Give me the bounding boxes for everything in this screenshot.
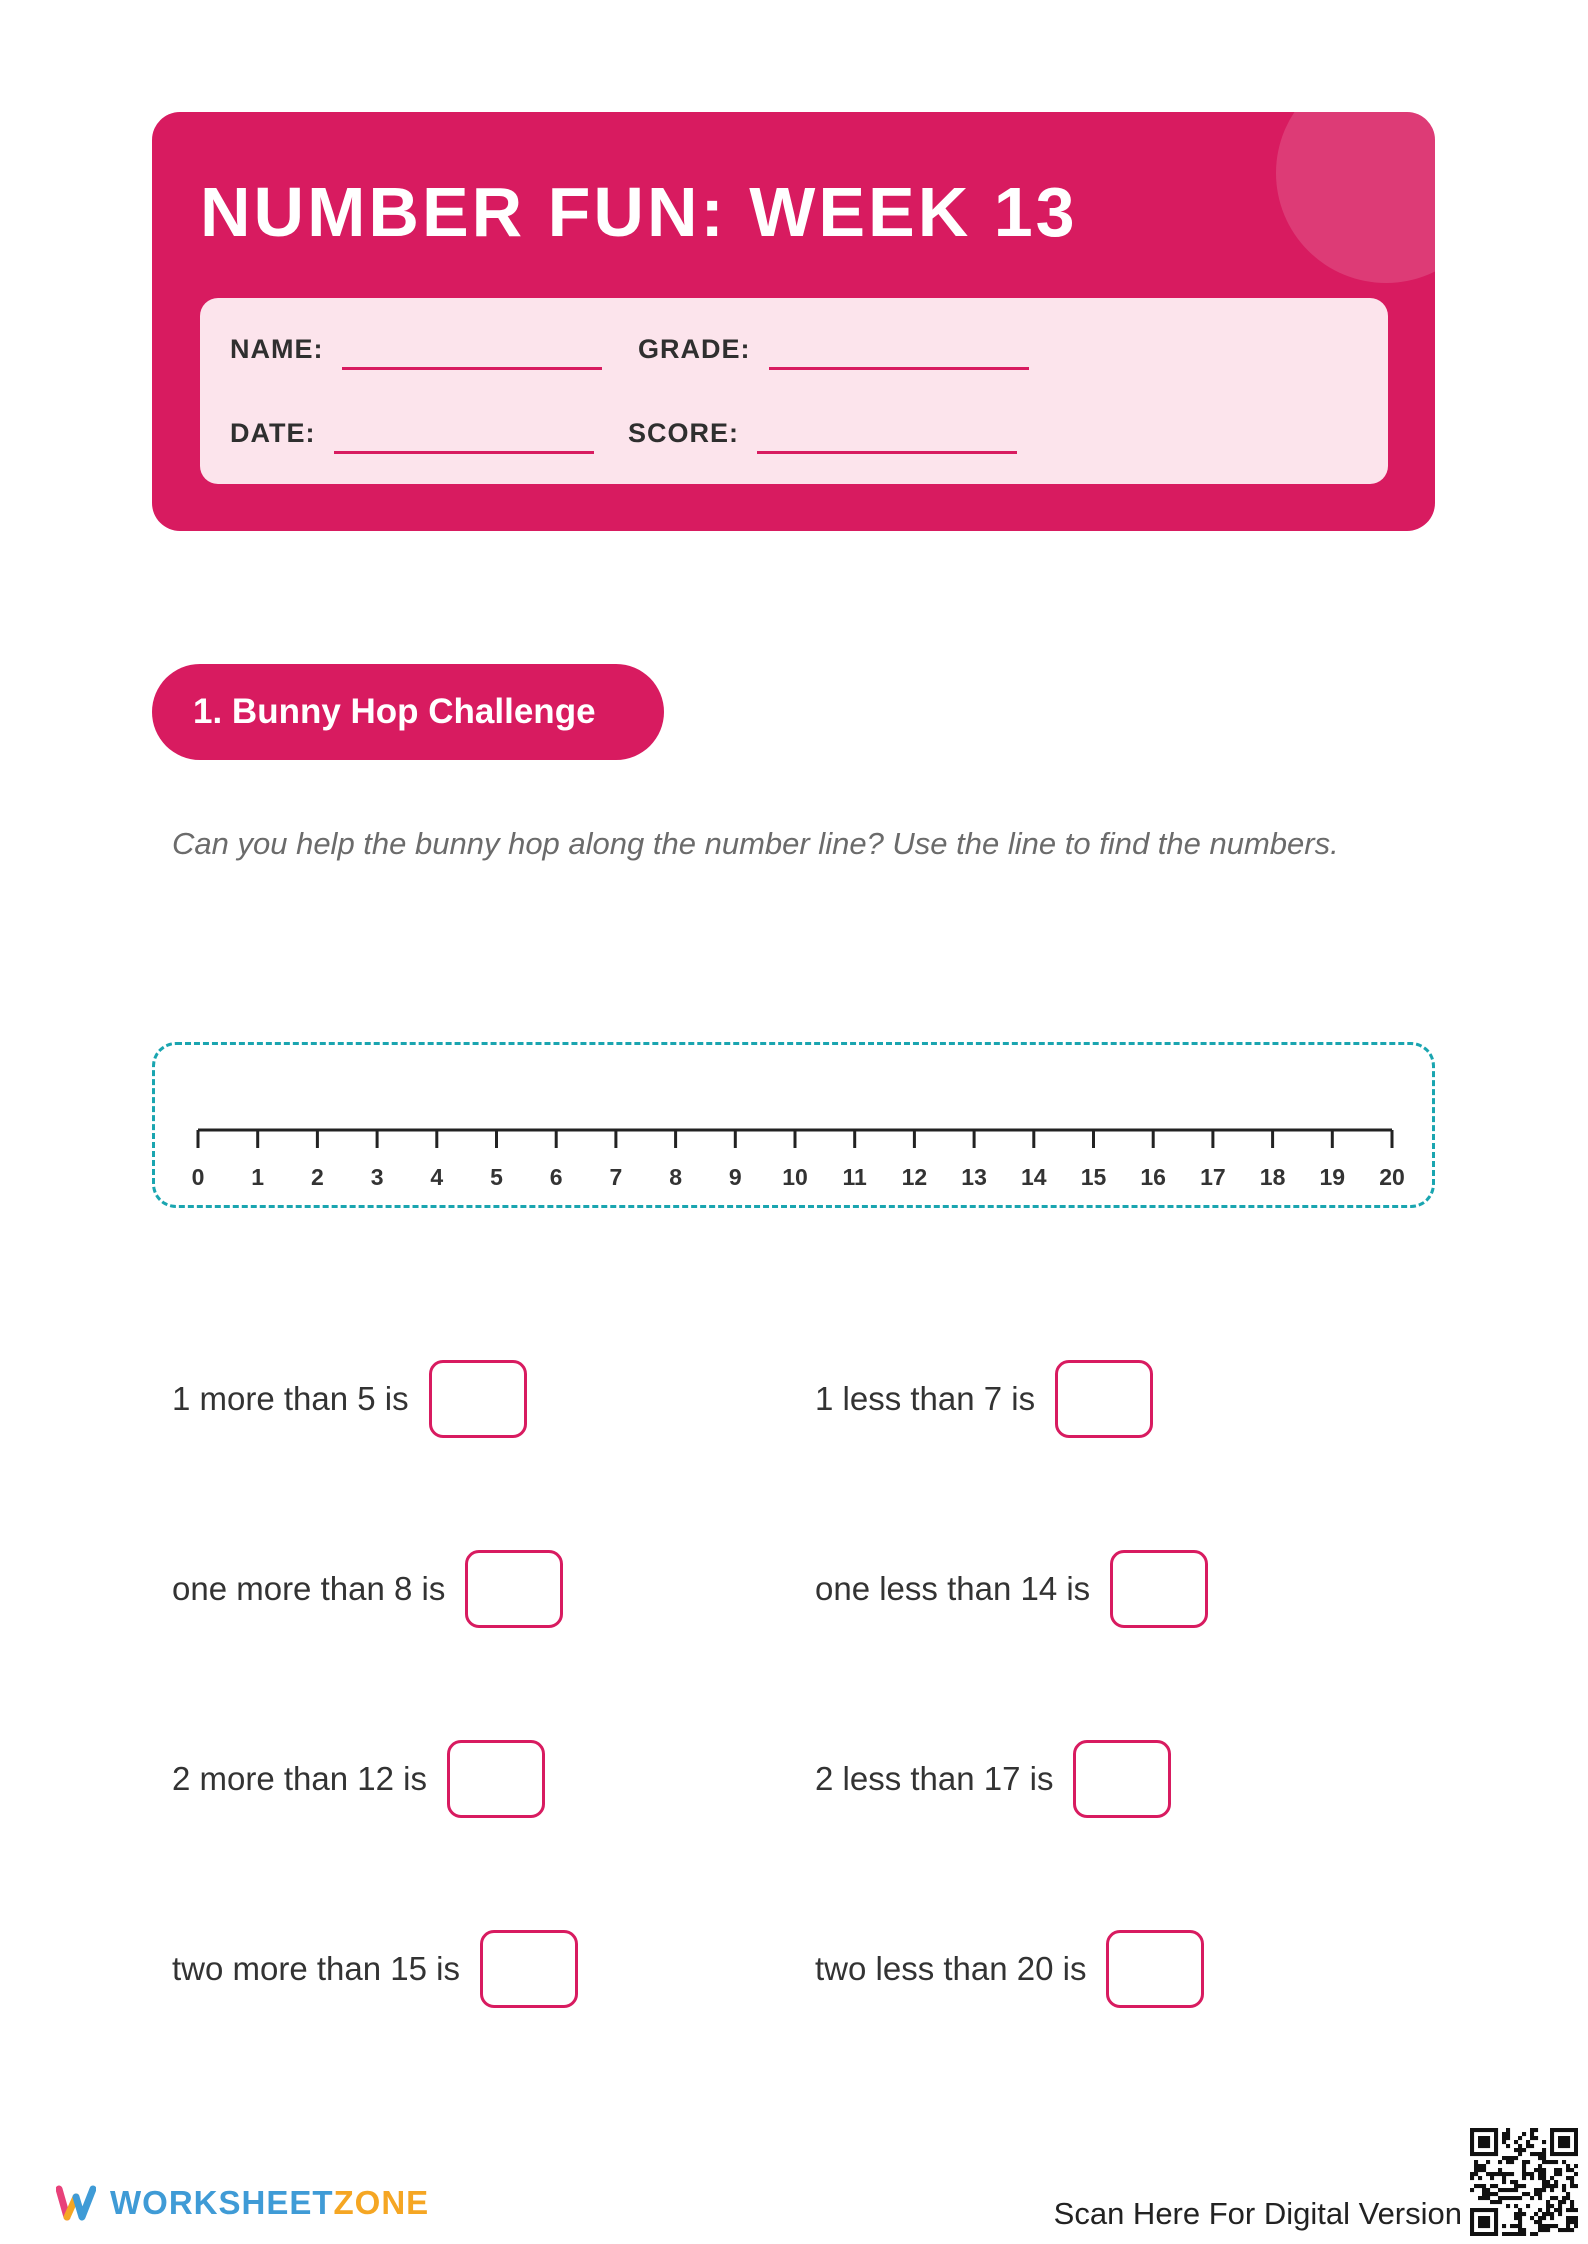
- number-line-label: 15: [1080, 1164, 1107, 1190]
- question-text: two less than 20 is: [815, 1950, 1087, 1987]
- question-item: [815, 1360, 1153, 1438]
- score-label: SCORE:: [628, 418, 740, 448]
- brand-name-part2: ZONE: [333, 2184, 430, 2221]
- decorative-circle: [1276, 112, 1435, 283]
- number-line-label: 13: [961, 1164, 987, 1190]
- brand-name: [110, 2184, 429, 2222]
- question-item: [815, 1930, 1204, 2008]
- date-line[interactable]: [334, 451, 594, 454]
- question-item: [172, 1550, 563, 1628]
- number-line-label: 10: [782, 1164, 808, 1190]
- answer-box[interactable]: [429, 1360, 527, 1438]
- score-field[interactable]: [628, 418, 1017, 448]
- name-field[interactable]: [230, 334, 602, 364]
- answer-box[interactable]: [447, 1740, 545, 1818]
- name-label: NAME:: [230, 334, 324, 364]
- number-line: [155, 1045, 1432, 1205]
- grade-field[interactable]: [638, 334, 1029, 364]
- question-item: [815, 1550, 1208, 1628]
- answer-box[interactable]: [1106, 1930, 1204, 2008]
- question-text: one less than 14 is: [815, 1570, 1091, 1607]
- number-line-label: 14: [1021, 1164, 1047, 1190]
- number-line-label: 17: [1200, 1164, 1226, 1190]
- student-info-panel: [200, 298, 1388, 484]
- number-line-label: 18: [1259, 1164, 1286, 1190]
- question-text: 1 more than 5 is: [172, 1380, 409, 1417]
- qr-code-icon[interactable]: [1470, 2128, 1578, 2236]
- score-line[interactable]: [757, 451, 1017, 454]
- number-line-label: 11: [842, 1164, 867, 1190]
- number-line-label: 2: [311, 1164, 324, 1190]
- question-item: [815, 1740, 1171, 1818]
- number-line-box: [152, 1042, 1435, 1208]
- number-line-label: 3: [370, 1164, 384, 1190]
- scan-prompt: Scan Here For Digital Version: [1053, 2196, 1462, 2231]
- date-field[interactable]: [230, 418, 594, 448]
- question-text: 1 less than 7 is: [815, 1380, 1036, 1417]
- header-card: [152, 112, 1435, 531]
- number-line-label: 4: [430, 1164, 444, 1190]
- instructions-text: Can you help the bunny hop along the number line? Use the line to find the numbers.: [172, 826, 1339, 861]
- number-line-label: 6: [549, 1164, 563, 1190]
- question-text: 2 less than 17 is: [815, 1760, 1054, 1797]
- name-line[interactable]: [342, 367, 602, 370]
- number-line-label: 0: [191, 1164, 205, 1190]
- brand-name-part1: WORKSHEET: [110, 2184, 334, 2221]
- number-line-label: 8: [669, 1164, 682, 1190]
- brand-logo-icon: [56, 2185, 96, 2221]
- number-line-label: 16: [1140, 1164, 1166, 1190]
- answer-box[interactable]: [1110, 1550, 1208, 1628]
- section-title: 1. Bunny Hop Challenge: [152, 664, 664, 760]
- date-label: DATE:: [230, 418, 316, 448]
- number-line-label: 20: [1379, 1164, 1405, 1190]
- page-title: NUMBER FUN: WEEK 13: [200, 173, 1078, 251]
- number-line-label: 12: [901, 1164, 928, 1190]
- question-item: [172, 1360, 527, 1438]
- brand-logo[interactable]: [56, 2184, 429, 2222]
- question-item: [172, 1740, 545, 1818]
- answer-box[interactable]: [1055, 1360, 1153, 1438]
- grade-line[interactable]: [769, 367, 1029, 370]
- number-line-label: 7: [609, 1164, 623, 1190]
- question-text: two more than 15 is: [172, 1950, 460, 1987]
- number-line-label: 19: [1319, 1164, 1346, 1190]
- question-text: 2 more than 12 is: [172, 1760, 427, 1797]
- answer-box[interactable]: [465, 1550, 563, 1628]
- number-line-label: 1: [251, 1164, 265, 1190]
- answer-box[interactable]: [1073, 1740, 1171, 1818]
- question-text: one more than 8 is: [172, 1570, 446, 1607]
- question-item: [172, 1930, 578, 2008]
- number-line-label: 9: [728, 1164, 742, 1190]
- answer-box[interactable]: [480, 1930, 578, 2008]
- number-line-label: 5: [490, 1164, 503, 1190]
- grade-label: GRADE:: [638, 334, 751, 364]
